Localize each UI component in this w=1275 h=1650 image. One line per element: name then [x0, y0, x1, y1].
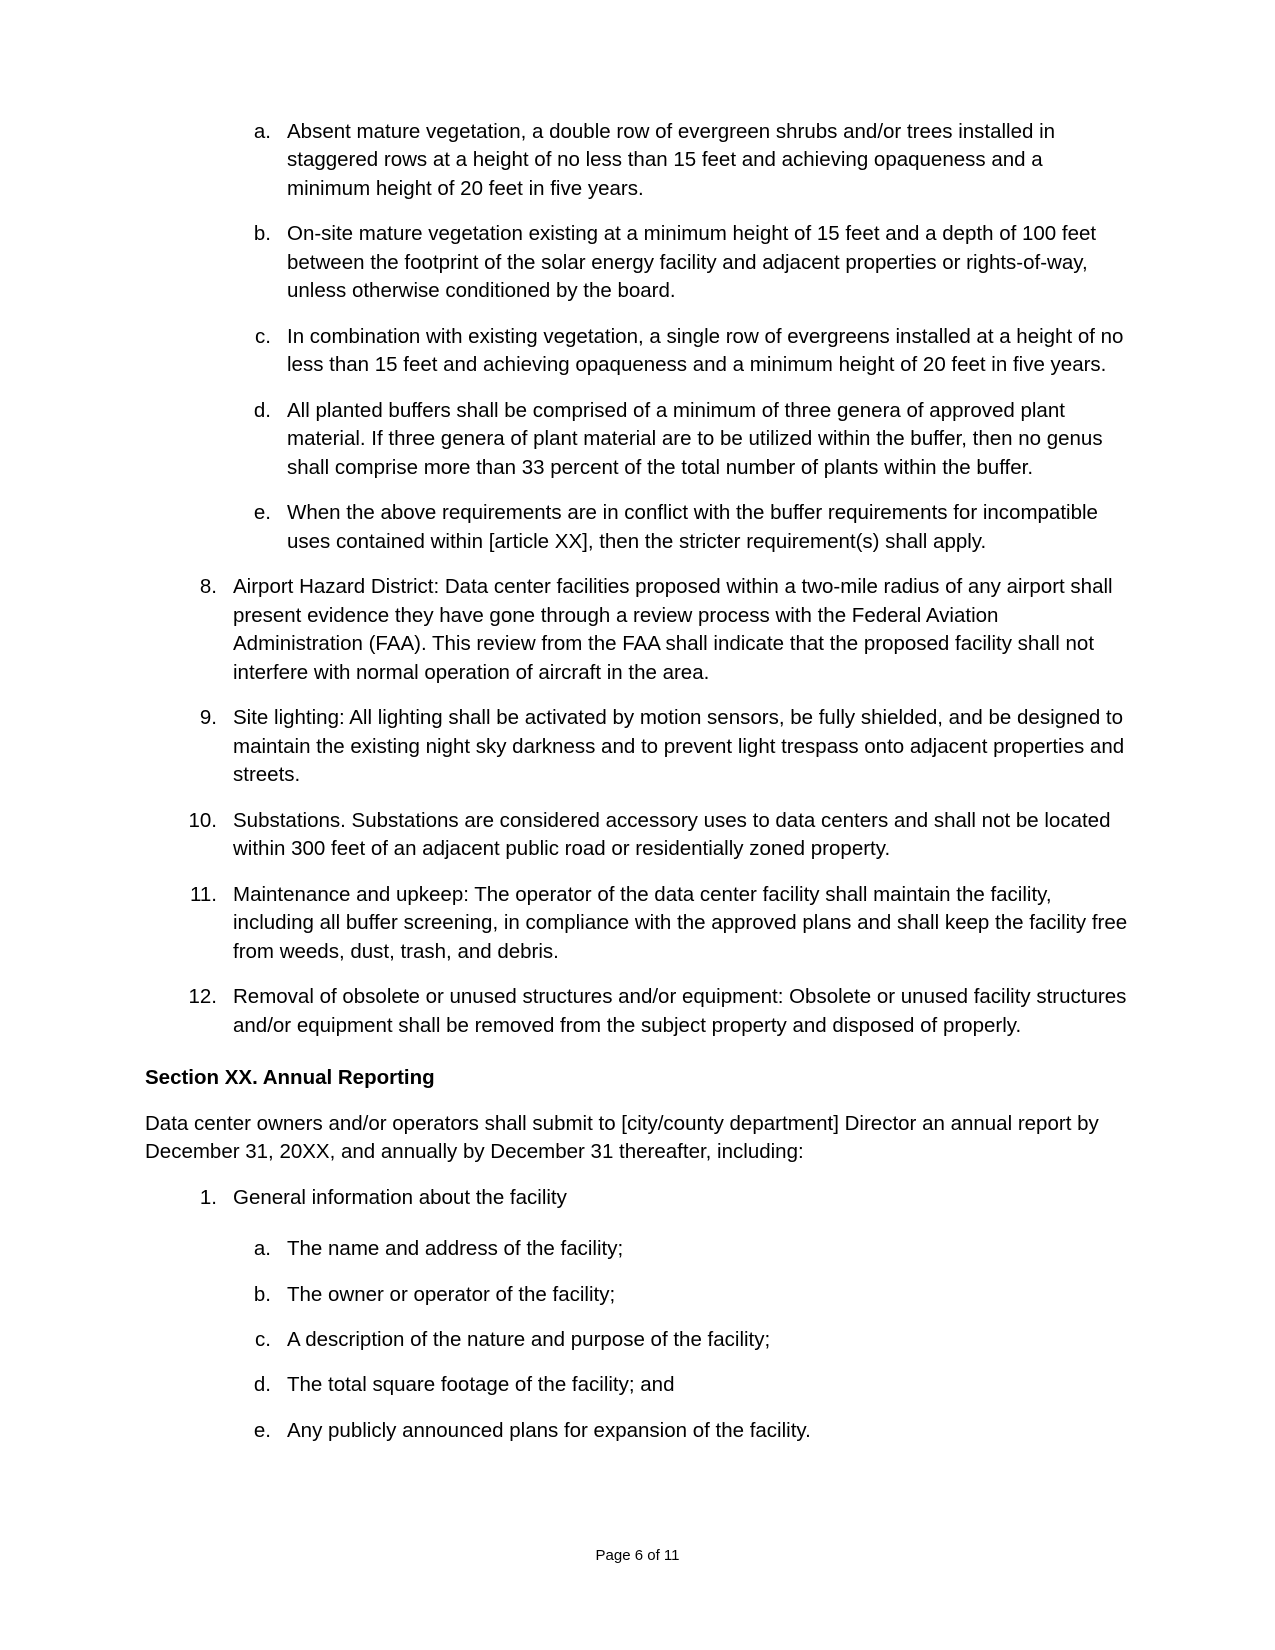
- list-item: [145, 1326, 1130, 1354]
- list-marker: 1.: [199, 1185, 217, 1209]
- list-item: [145, 807, 1130, 864]
- page-footer: Page 6 of 11: [595, 1547, 680, 1564]
- list-item: [145, 881, 1130, 966]
- list-text: Airport Hazard District: Data center facilities proposed within a two-mile radius of any airport shall present evidence they have gone through a review process with the Federal Aviation Administration (FAA). This review from the FAA shall indicate that the proposed facility shall not interfere with normal operation of aircraft in the area.: [233, 575, 1113, 684]
- list-text: The name and address of the facility;: [287, 1237, 624, 1261]
- list-item: [145, 220, 1130, 305]
- list-text: Any publicly announced plans for expansion of the facility.: [287, 1418, 811, 1442]
- list-item: [145, 704, 1130, 789]
- list-marker: d.: [253, 398, 271, 422]
- list-item: [145, 1184, 1130, 1212]
- list-text: The owner or operator of the facility;: [287, 1282, 616, 1306]
- list-text: Maintenance and upkeep: The operator of the data center facility shall maintain the facility, including all buffer screening, in compliance with the approved plans and shall keep the facility free from weeds, dust, trash, and debris.: [233, 882, 1128, 963]
- list-marker: 8.: [199, 575, 217, 599]
- list-marker: c.: [255, 324, 271, 348]
- list-text: Removal of obsolete or unused structures and/or equipment: Obsolete or unused facility structures and/or equipment shall be removed from the subject property and disposed of properly.: [233, 985, 1127, 1037]
- list-text: All planted buffers shall be comprised of a minimum of three genera of approved plant material. If three genera of plant material are to be utilized within the buffer, then no genus shall comprise more than 33 percent of the total number of plants within the buffer.: [287, 398, 1103, 479]
- list-item: [145, 1417, 1130, 1445]
- list-marker: d.: [253, 1373, 271, 1397]
- list-marker: a.: [253, 120, 271, 143]
- list-item: [145, 323, 1130, 380]
- list-item: [145, 1235, 1130, 1263]
- list-marker: e.: [253, 501, 271, 525]
- list-marker: a.: [253, 1237, 271, 1261]
- list-item: [145, 983, 1130, 1040]
- list-marker: 12.: [188, 985, 217, 1009]
- list-marker: 9.: [199, 706, 217, 730]
- list-item: [145, 118, 1130, 203]
- list-item: [145, 397, 1130, 482]
- intro-paragraph: Data center owners and/or operators shall submit to [city/county department] Director an annual report by December 31, 20XX, and annually by December 31 thereafter, including:: [145, 1111, 1099, 1164]
- list-marker: c.: [255, 1327, 271, 1351]
- list-text: Absent mature vegetation, a double row of evergreen shrubs and/or trees installed in staggered rows at a height of no less than 15 feet and achieving opaqueness and a minimum height of 20 feet in five years.: [287, 120, 1056, 200]
- list-marker: e.: [253, 1418, 271, 1442]
- list-text: A description of the nature and purpose of the facility;: [287, 1327, 771, 1351]
- list-marker: b.: [253, 222, 271, 246]
- list-item: [145, 573, 1130, 687]
- list-item: [145, 1371, 1130, 1399]
- list-text: The total square footage of the facility; and: [287, 1373, 675, 1397]
- list-marker: 11.: [190, 882, 217, 906]
- section-heading: Section XX. Annual Reporting: [145, 1066, 435, 1090]
- list-marker: 10.: [188, 808, 217, 832]
- document-body: [145, 118, 1130, 1445]
- list-item: [145, 1281, 1130, 1309]
- list-item: [145, 499, 1130, 556]
- list-text: On-site mature vegetation existing at a minimum height of 15 feet and a depth of 100 feet between the footprint of the solar energy facility and adjacent properties or rights-of-way, unless otherwise conditioned by the board.: [287, 222, 1097, 303]
- list-text: In combination with existing vegetation, a single row of evergreens installed at a height of no less than 15 feet and achieving opaqueness and a minimum height of 20 feet in five years.: [287, 324, 1124, 377]
- list-text: When the above requirements are in conflict with the buffer requirements for incompatible uses contained within [article XX], then the stricter requirement(s) shall apply.: [287, 501, 1098, 553]
- list-text: General information about the facility: [233, 1185, 567, 1209]
- list-text: Substations. Substations are considered accessory uses to data centers and shall not be located within 300 feet of an adjacent public road or residentially zoned property.: [233, 808, 1111, 861]
- list-text: Site lighting: All lighting shall be activated by motion sensors, be fully shielded, and be designed to maintain the existing night sky darkness and to prevent light trespass onto adjacent properties and streets.: [233, 706, 1125, 787]
- list-marker: b.: [253, 1282, 271, 1306]
